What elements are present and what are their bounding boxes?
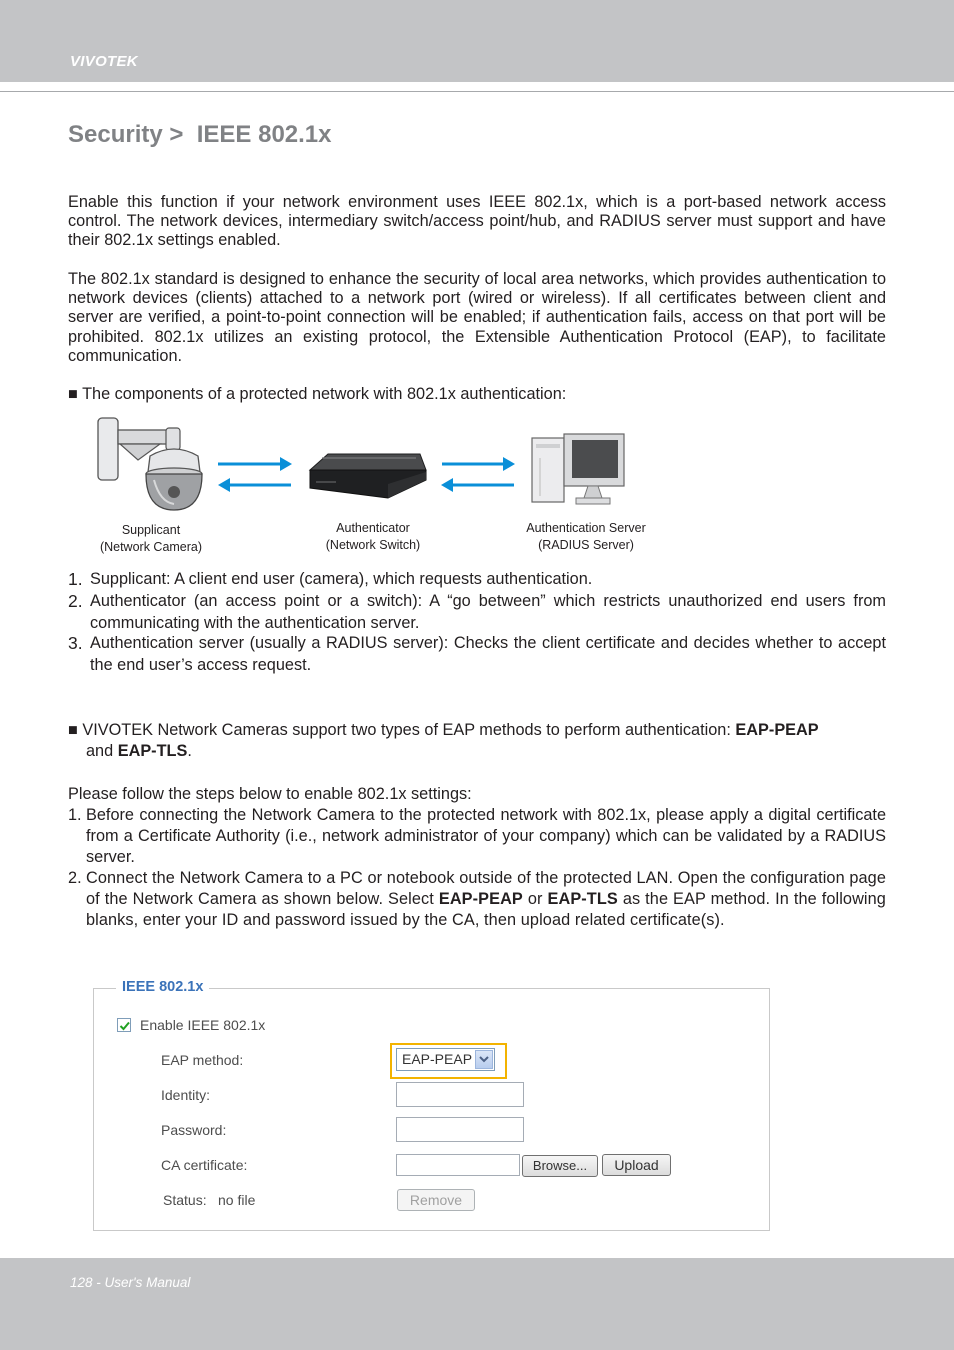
brand-logo: VIVOTEK — [70, 53, 138, 70]
identity-input[interactable] — [396, 1082, 524, 1107]
eap-method-value: EAP-PEAP — [402, 1051, 473, 1067]
browse-button[interactable]: Browse... — [522, 1155, 598, 1177]
eap-method-label: EAP method: — [161, 1052, 244, 1068]
dropdown-arrow-glyph — [476, 1051, 492, 1068]
checkmark-icon — [118, 1019, 132, 1033]
setup-steps — [68, 784, 886, 931]
step-2-text-c: or — [522, 890, 548, 908]
settings-legend: IEEE 802.1x — [116, 979, 209, 995]
arrow-pair-2 — [441, 457, 515, 492]
eap-note-end: . — [187, 742, 192, 760]
enable-ieee8021x-checkbox[interactable] — [117, 1018, 131, 1032]
list-item-text: Authenticator (an access point or a switch): A “go between” which restricts unauthorized end users from communicating with the authentication server. — [90, 592, 886, 632]
authenticator-caption-line1: Authenticator — [336, 521, 410, 535]
steps-intro: Please follow the steps below to enable 802.1x settings: — [68, 785, 472, 803]
supplicant-caption-line2: (Network Camera) — [99, 540, 203, 554]
list-item-text: Authentication server (usually a RADIUS server): Checks the client certificate and decides whether to accept the end user’s access request. — [90, 634, 886, 674]
authenticator-caption — [310, 520, 436, 554]
remove-button[interactable]: Remove — [397, 1189, 475, 1211]
enable-ieee8021x-label: Enable IEEE 802.1x — [140, 1017, 266, 1033]
eap-peap-label: EAP-PEAP — [735, 721, 819, 739]
eap-note-prefix: ■ VIVOTEK Network Cameras support two types of EAP methods to perform authentication: — [68, 721, 736, 739]
ca-certificate-file-input[interactable] — [396, 1154, 520, 1176]
network-diagram — [90, 412, 670, 560]
page-number-label: 128 - User's Manual — [70, 1275, 191, 1290]
step-2-text-a: Connect the Network Camera to a PC or notebook outside of the protected LAN. Open the configuration page of the Network Camera as shown below. Select — [86, 869, 886, 908]
eap-method-select[interactable] — [396, 1048, 495, 1071]
list-item-text: Supplicant: A client end user (camera), which requests authentication. — [90, 570, 593, 588]
network-camera-icon — [98, 418, 202, 510]
list-item — [68, 591, 886, 634]
server-caption-line2: (RADIUS Server) — [538, 538, 634, 552]
components-intro: ■ The components of a protected network with 802.1x authentication: — [68, 385, 567, 403]
supplicant-caption — [90, 522, 212, 556]
footer-band — [0, 1258, 954, 1350]
password-input[interactable] — [396, 1117, 524, 1142]
intro-paragraph: Enable this function if your network environment uses IEEE 802.1x, which is a port-based network access control. The network devices, intermediary switch/access point/hub, and RADIUS server must support and have their 802.1x settings enabled. — [68, 193, 886, 250]
arrow-pair-1 — [218, 457, 292, 492]
list-item-number: 1. — [68, 569, 83, 589]
step-2-tls: EAP-TLS — [547, 890, 618, 908]
upload-button[interactable]: Upload — [602, 1154, 671, 1176]
server-caption-line1: Authentication Server — [526, 521, 646, 535]
list-item-number: 2. — [68, 591, 83, 611]
supplicant-caption-line1: Supplicant — [121, 523, 181, 537]
list-item — [68, 569, 886, 591]
status-value: no file — [218, 1192, 256, 1208]
radius-server-icon — [532, 434, 624, 504]
eap-tls-label: EAP-TLS — [117, 742, 188, 760]
eap-note-and: and — [86, 742, 118, 760]
header-divider — [0, 91, 954, 92]
header-band — [0, 0, 954, 82]
step-1 — [68, 805, 886, 868]
step-2 — [68, 868, 886, 931]
step-2-text-e: as the EAP method. In the following blanks, enter your ID and password issued by the CA, then upload related certificate(s). — [86, 890, 886, 929]
step-2-peap: EAP-PEAP — [438, 890, 523, 908]
list-item-number: 3. — [68, 633, 83, 653]
step-2-number: 2. — [68, 869, 82, 887]
authenticator-caption-line2: (Network Switch) — [325, 538, 421, 552]
server-caption — [520, 520, 652, 554]
list-item — [68, 633, 886, 676]
page-title: Security > IEEE 802.1x — [68, 121, 332, 148]
status-label: Status: — [163, 1192, 207, 1208]
step-1-text: Before connecting the Network Camera to the protected network with 802.1x, please apply a digital certificate from a Certificate Authority (i.e., network administrator of your company) which can be validated by a RADIUS server. — [86, 806, 886, 866]
step-1-number: 1. — [68, 806, 82, 824]
network-switch-icon — [310, 454, 426, 498]
eap-methods-note — [68, 720, 886, 762]
identity-label: Identity: — [161, 1087, 211, 1103]
ca-certificate-label: CA certificate: — [161, 1157, 248, 1173]
password-label: Password: — [161, 1122, 227, 1138]
chevron-down-icon[interactable] — [475, 1050, 493, 1069]
standard-paragraph: The 802.1x standard is designed to enhance the security of local area networks, which provides authentication to network devices (clients) attached to a network port (wired or wireless). If all certificates between client and server are verified, a point-to-point connection will be enabled; if authentication fails, access on that port will be prohibited. 802.1x utilizes an existing protocol, the Extensible Authentication Protocol (EAP), to facilitate communication. — [68, 270, 886, 365]
